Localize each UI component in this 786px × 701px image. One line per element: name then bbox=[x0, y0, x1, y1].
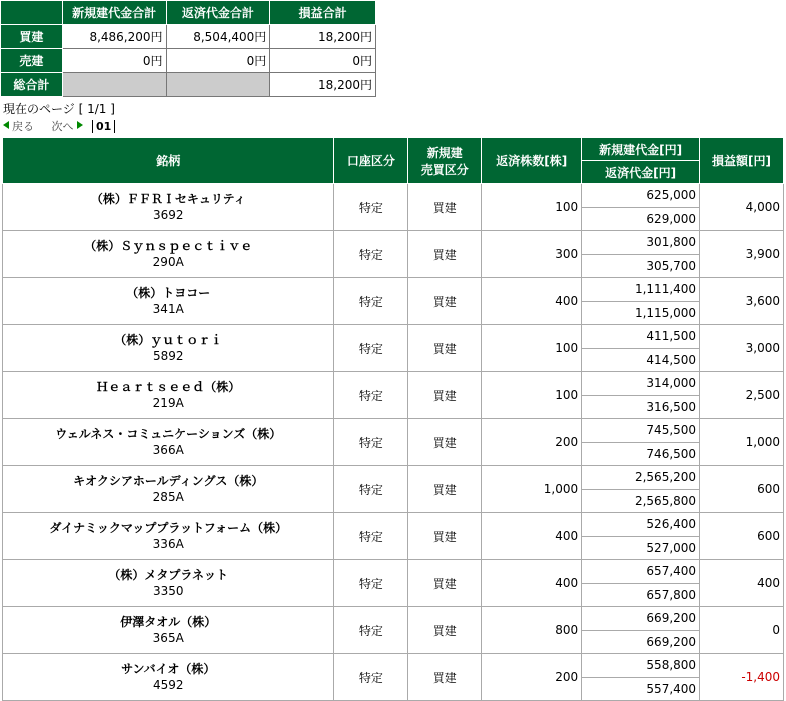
summary-pl-total: 18,200円 bbox=[270, 25, 376, 49]
new-amount: 301,800 bbox=[582, 231, 700, 255]
next-link[interactable] bbox=[52, 120, 83, 133]
account-type: 特定 bbox=[334, 278, 408, 325]
left-arrow-icon bbox=[3, 121, 9, 129]
table-row bbox=[3, 607, 784, 631]
table-row bbox=[3, 372, 784, 396]
trade-type: 買建 bbox=[408, 278, 482, 325]
trade-type: 買建 bbox=[408, 466, 482, 513]
stock-name[interactable]: （株）ｙｕｔｏｒｉ bbox=[114, 333, 223, 347]
profit-loss: 3,000 bbox=[700, 325, 784, 372]
col-header-new-amount: 新規建代金[円] bbox=[582, 138, 700, 161]
right-arrow-icon bbox=[77, 121, 83, 129]
repay-qty: 1,000 bbox=[482, 466, 582, 513]
table-row bbox=[3, 184, 784, 208]
account-type: 特定 bbox=[334, 372, 408, 419]
results-header-row-1 bbox=[3, 138, 784, 161]
trade-type: 買建 bbox=[408, 513, 482, 560]
pager bbox=[3, 118, 115, 134]
results-table bbox=[2, 137, 784, 701]
trade-type: 買建 bbox=[408, 419, 482, 466]
new-amount: 314,000 bbox=[582, 372, 700, 396]
repay-amount: 305,700 bbox=[582, 254, 700, 278]
table-row bbox=[3, 278, 784, 302]
summary-new-total: 0円 bbox=[62, 49, 166, 73]
repay-amount: 557,400 bbox=[582, 677, 700, 701]
profit-loss: 400 bbox=[700, 560, 784, 607]
profit-loss: 3,600 bbox=[700, 278, 784, 325]
repay-qty: 200 bbox=[482, 654, 582, 701]
profit-loss: 600 bbox=[700, 513, 784, 560]
new-amount: 558,800 bbox=[582, 654, 700, 678]
summary-repay-total: 8,504,400円 bbox=[166, 25, 270, 49]
col-header-type-line2: 売買区分 bbox=[420, 162, 469, 177]
summary-pl-total: 18,200円 bbox=[270, 73, 376, 97]
stock-cell bbox=[3, 607, 334, 654]
repay-qty: 100 bbox=[482, 184, 582, 231]
stock-name[interactable]: 伊澤タオル（株） bbox=[120, 615, 217, 629]
stock-code: 5892 bbox=[152, 349, 184, 363]
stock-code: 3350 bbox=[152, 584, 184, 598]
account-type: 特定 bbox=[334, 231, 408, 278]
stock-code: 219A bbox=[152, 396, 184, 410]
repay-amount: 2,565,800 bbox=[582, 489, 700, 513]
repay-qty: 300 bbox=[482, 231, 582, 278]
prev-link[interactable] bbox=[3, 120, 34, 133]
summary-empty-cell bbox=[62, 73, 166, 97]
summary-new-total: 8,486,200円 bbox=[62, 25, 166, 49]
stock-code: 366A bbox=[152, 443, 184, 457]
stock-name[interactable]: キオクシアホールディングス（株） bbox=[73, 474, 264, 488]
stock-code: 3692 bbox=[152, 208, 184, 222]
new-amount: 1,111,400 bbox=[582, 278, 700, 302]
col-header-repay-amount: 返済代金[円] bbox=[582, 161, 700, 184]
summary-header-row bbox=[1, 1, 376, 25]
repay-qty: 800 bbox=[482, 607, 582, 654]
stock-name[interactable]: Ｈｅａｒｔｓｅｅｄ（株） bbox=[96, 380, 241, 394]
repay-amount: 669,200 bbox=[582, 630, 700, 654]
repay-amount: 414,500 bbox=[582, 348, 700, 372]
profit-loss: -1,400 bbox=[700, 654, 784, 701]
col-header-account: 口座区分 bbox=[334, 138, 408, 184]
new-amount: 2,565,200 bbox=[582, 466, 700, 490]
repay-amount: 629,000 bbox=[582, 207, 700, 231]
page-indicator: 現在のページ [ 1/1 ] bbox=[3, 102, 115, 116]
summary-row-sell bbox=[1, 49, 376, 73]
summary-header-repay: 返済代金合計 bbox=[166, 1, 270, 25]
repay-qty: 400 bbox=[482, 278, 582, 325]
table-row bbox=[3, 654, 784, 678]
account-type: 特定 bbox=[334, 560, 408, 607]
account-type: 特定 bbox=[334, 325, 408, 372]
profit-loss: 0 bbox=[700, 607, 784, 654]
summary-empty-cell bbox=[166, 73, 270, 97]
table-row bbox=[3, 560, 784, 584]
summary-row-buy bbox=[1, 25, 376, 49]
stock-cell bbox=[3, 372, 334, 419]
results-body bbox=[3, 184, 784, 701]
table-row bbox=[3, 325, 784, 349]
stock-cell bbox=[3, 184, 334, 231]
col-header-type bbox=[408, 138, 482, 184]
summary-header-blank bbox=[1, 1, 63, 25]
col-header-name: 銘柄 bbox=[3, 138, 334, 184]
profit-loss: 3,900 bbox=[700, 231, 784, 278]
stock-name[interactable]: （株）トヨコー bbox=[126, 286, 211, 300]
page-number-link[interactable]: 01 bbox=[92, 120, 115, 133]
col-header-qty: 返済株数[株] bbox=[482, 138, 582, 184]
account-type: 特定 bbox=[334, 466, 408, 513]
stock-code: 4592 bbox=[152, 678, 184, 692]
trade-type: 買建 bbox=[408, 325, 482, 372]
summary-header-new: 新規建代金合計 bbox=[62, 1, 166, 25]
stock-cell bbox=[3, 560, 334, 607]
summary-repay-total: 0円 bbox=[166, 49, 270, 73]
repay-amount: 657,800 bbox=[582, 583, 700, 607]
stock-name[interactable]: ダイナミックマッププラットフォーム（株） bbox=[49, 521, 288, 535]
account-type: 特定 bbox=[334, 184, 408, 231]
col-header-type-line1: 新規建 bbox=[426, 145, 463, 160]
repay-amount: 527,000 bbox=[582, 536, 700, 560]
stock-code: 365A bbox=[152, 631, 184, 645]
summary-pl-total: 0円 bbox=[270, 49, 376, 73]
new-amount: 657,400 bbox=[582, 560, 700, 584]
repay-amount: 746,500 bbox=[582, 442, 700, 466]
stock-name[interactable]: （株）ＦＦＲＩセキュリティ bbox=[90, 192, 246, 206]
stock-name[interactable]: サンバイオ（株） bbox=[121, 662, 216, 676]
new-amount: 745,500 bbox=[582, 419, 700, 443]
profit-loss: 600 bbox=[700, 466, 784, 513]
trade-type: 買建 bbox=[408, 231, 482, 278]
summary-row-grand bbox=[1, 73, 376, 97]
new-amount: 669,200 bbox=[582, 607, 700, 631]
trade-type: 買建 bbox=[408, 372, 482, 419]
stock-code: 341A bbox=[152, 302, 184, 316]
profit-loss: 4,000 bbox=[700, 184, 784, 231]
repay-qty: 200 bbox=[482, 419, 582, 466]
stock-cell bbox=[3, 231, 334, 278]
account-type: 特定 bbox=[334, 654, 408, 701]
table-row bbox=[3, 419, 784, 443]
stock-cell bbox=[3, 466, 334, 513]
summary-table bbox=[0, 0, 376, 97]
stock-cell bbox=[3, 654, 334, 701]
trade-type: 買建 bbox=[408, 654, 482, 701]
col-header-pl: 損益額[円] bbox=[700, 138, 784, 184]
profit-loss: 1,000 bbox=[700, 419, 784, 466]
summary-label: 買建 bbox=[1, 25, 63, 49]
stock-cell bbox=[3, 278, 334, 325]
prev-label: 戻る bbox=[12, 120, 34, 133]
stock-code: 336A bbox=[152, 537, 184, 551]
table-row bbox=[3, 466, 784, 490]
repay-amount: 1,115,000 bbox=[582, 301, 700, 325]
repay-amount: 316,500 bbox=[582, 395, 700, 419]
account-type: 特定 bbox=[334, 419, 408, 466]
table-row bbox=[3, 231, 784, 255]
next-label: 次へ bbox=[51, 120, 74, 133]
new-amount: 526,400 bbox=[582, 513, 700, 537]
stock-cell bbox=[3, 419, 334, 466]
stock-name[interactable]: （株）Ｓｙｎｓｐｅｃｔｉｖｅ bbox=[84, 239, 253, 253]
profit-loss: 2,500 bbox=[700, 372, 784, 419]
trade-type: 買建 bbox=[408, 560, 482, 607]
account-type: 特定 bbox=[334, 607, 408, 654]
repay-qty: 400 bbox=[482, 513, 582, 560]
repay-qty: 100 bbox=[482, 372, 582, 419]
summary-label: 総合計 bbox=[1, 73, 63, 97]
trade-type: 買建 bbox=[408, 184, 482, 231]
summary-label: 売建 bbox=[1, 49, 63, 73]
trade-type: 買建 bbox=[408, 607, 482, 654]
stock-code: 285A bbox=[152, 490, 184, 504]
stock-cell bbox=[3, 325, 334, 372]
stock-name[interactable]: ウェルネス・コミュニケーションズ（株） bbox=[55, 427, 282, 441]
stock-name[interactable]: （株）メタプラネット bbox=[108, 568, 229, 582]
stock-code: 290A bbox=[152, 255, 184, 269]
new-amount: 625,000 bbox=[582, 184, 700, 208]
stock-cell bbox=[3, 513, 334, 560]
repay-qty: 100 bbox=[482, 325, 582, 372]
repay-qty: 400 bbox=[482, 560, 582, 607]
account-type: 特定 bbox=[334, 513, 408, 560]
table-row bbox=[3, 513, 784, 537]
summary-header-pl: 損益合計 bbox=[270, 1, 376, 25]
new-amount: 411,500 bbox=[582, 325, 700, 349]
